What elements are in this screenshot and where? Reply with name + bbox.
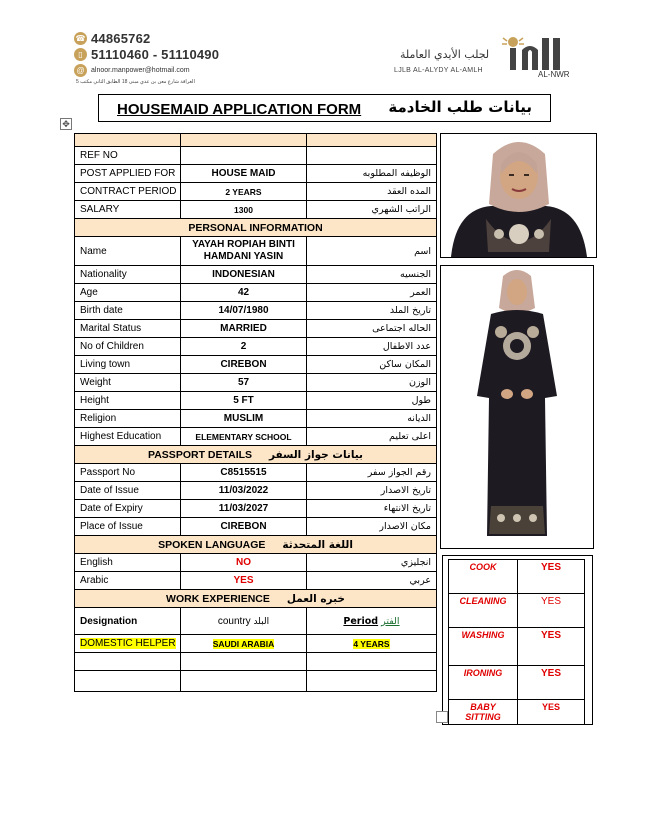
col-designation: Designation <box>75 608 181 635</box>
exp-period-text: 4 YEARS <box>353 638 390 649</box>
label-ar-religion: الديانه <box>307 410 437 428</box>
row-arabic <box>75 572 437 590</box>
label-contract-period: CONTRACT PERIOD <box>75 183 181 201</box>
value-salary: 1300 <box>181 201 307 219</box>
skill-name: COOK <box>449 560 518 594</box>
language-header <box>75 536 437 554</box>
value-place-issue: CIREBON <box>181 518 307 536</box>
label-ar-marital-status: الحاله اجتماعى <box>307 320 437 338</box>
label-height: Height <box>75 392 181 410</box>
label-salary: SALARY <box>75 201 181 219</box>
row-weight <box>75 374 437 392</box>
row-birth-date <box>75 302 437 320</box>
row-age <box>75 284 437 302</box>
label-marital-status: Marital Status <box>75 320 181 338</box>
row-post-applied <box>75 165 437 183</box>
skills-box <box>442 555 593 725</box>
mobile-icon: ▯ <box>74 48 87 61</box>
label-post-applied: POST APPLIED FOR <box>75 165 181 183</box>
exp-designation <box>75 635 181 653</box>
label-date-expiry: Date of Expiry <box>75 500 181 518</box>
row-living-town <box>75 356 437 374</box>
language-header-en: SPOKEN LANGUAGE <box>158 538 266 551</box>
section-personal <box>75 219 437 237</box>
label-name: Name <box>75 237 181 266</box>
row-nationality <box>75 266 437 284</box>
label-ref-no: REF NO <box>75 147 181 165</box>
value-height: 5 FT <box>181 392 307 410</box>
skill-value: YES <box>518 560 585 594</box>
row-education <box>75 428 437 446</box>
value-name: YAYAH ROPIAH BINTI HAMDANI YASIN <box>181 237 307 266</box>
row-marital-status <box>75 320 437 338</box>
skill-name: BABY SITTING <box>449 700 518 725</box>
experience-row <box>75 635 437 653</box>
label-age: Age <box>75 284 181 302</box>
email-row <box>74 62 244 78</box>
label-passport-no: Passport No <box>75 464 181 482</box>
label-ar-place-issue: مكان الاصدار <box>307 518 437 536</box>
passport-header-ar: بيانات جواز السفر <box>268 448 363 461</box>
col-country <box>181 608 307 635</box>
value-date-issue: 11/03/2022 <box>181 482 307 500</box>
value-religion: MUSLIM <box>181 410 307 428</box>
row-contract-period <box>75 183 437 201</box>
email-icon: @ <box>74 64 87 77</box>
exp-country-text: SAUDI ARABIA <box>212 638 275 649</box>
skill-value: YES <box>518 628 585 666</box>
section-experience <box>75 590 437 608</box>
label-weight: Weight <box>75 374 181 392</box>
label-ar-education: اعلى تعليم <box>307 428 437 446</box>
skill-value: YES <box>518 666 585 700</box>
logo-brand: AL-NWR <box>538 70 570 78</box>
experience-header <box>75 590 437 608</box>
exp-designation-text: DOMESTIC HELPER <box>80 638 176 649</box>
form-title-en: HOUSEMAID APPLICATION FORM <box>117 101 362 118</box>
skill-row <box>449 594 585 628</box>
value-age: 42 <box>181 284 307 302</box>
logo-english-text: LJLB AL-ALYDY AL-AMLH <box>394 67 483 74</box>
label-ar-contract-period: المده العقد <box>307 183 437 201</box>
portrait-image <box>441 134 596 257</box>
experience-header-en: WORK EXPERIENCE <box>166 592 270 605</box>
phone-row-1 <box>74 30 244 46</box>
full-body-photo <box>440 265 594 549</box>
row-place-issue <box>75 518 437 536</box>
skill-value: YES <box>518 594 585 628</box>
phone-icon: ☎ <box>75 33 86 43</box>
label-ar-ref-no <box>307 147 437 165</box>
col-period <box>307 608 437 635</box>
row-salary <box>75 201 437 219</box>
label-ar-date-issue: تاريخ الاصدار <box>307 482 437 500</box>
row-children <box>75 338 437 356</box>
label-ar-birth-date: تاريخ الملد <box>307 302 437 320</box>
label-ar-height: طول <box>307 392 437 410</box>
contact-block <box>74 30 244 85</box>
row-ref-no <box>75 147 437 165</box>
label-date-issue: Date of Issue <box>75 482 181 500</box>
label-children: No of Children <box>75 338 181 356</box>
skill-row <box>449 628 585 666</box>
row-name <box>75 237 437 266</box>
value-education: ELEMENTARY SCHOOL <box>181 428 307 446</box>
logo-arabic-text: لجلب الأيدي العاملة <box>400 48 490 61</box>
label-ar-salary: الراتب الشهري <box>307 201 437 219</box>
label-ar-arabic: عربي <box>307 572 437 590</box>
col-country-en: country <box>217 615 251 627</box>
personal-header: PERSONAL INFORMATION <box>75 219 437 237</box>
form-title-ar: بيانات طلب الخادمة <box>388 98 532 116</box>
row-english <box>75 554 437 572</box>
logo-mark-icon <box>500 32 570 78</box>
table-move-handle-icon[interactable]: ✥ <box>60 118 72 130</box>
label-arabic: Arabic <box>75 572 181 590</box>
label-ar-passport-no: رقم الجواز سفر <box>307 464 437 482</box>
skill-name: IRONING <box>449 666 518 700</box>
skill-value: YES <box>518 700 585 725</box>
phone-number-2: 51110460 - 51110490 <box>91 46 220 62</box>
col-period-ar: الفتر <box>381 615 400 627</box>
label-religion: Religion <box>75 410 181 428</box>
value-english: NO <box>181 554 307 572</box>
full-body-image <box>441 266 593 548</box>
row-experience-columns <box>75 608 437 635</box>
value-contract-period: 2 YEARS <box>181 183 307 201</box>
company-logo <box>390 32 580 82</box>
label-ar-english: انجليزي <box>307 554 437 572</box>
row-date-issue <box>75 482 437 500</box>
label-ar-children: عدد الاطفال <box>307 338 437 356</box>
value-date-expiry: 11/03/2027 <box>181 500 307 518</box>
label-living-town: Living town <box>75 356 181 374</box>
exp-period <box>307 635 437 653</box>
label-birth-date: Birth date <box>75 302 181 320</box>
phone-number-1: 44865762 <box>91 30 151 46</box>
table-header-row <box>75 134 437 147</box>
form-title-box <box>98 94 551 122</box>
portrait-photo <box>440 133 597 258</box>
value-arabic: YES <box>181 572 307 590</box>
row-date-expiry <box>75 500 437 518</box>
skill-name: WASHING <box>449 628 518 666</box>
label-ar-age: العمر <box>307 284 437 302</box>
value-living-town: CIREBON <box>181 356 307 374</box>
value-marital-status: MARRIED <box>181 320 307 338</box>
value-passport-no: C8515515 <box>181 464 307 482</box>
skill-name: CLEANING <box>449 594 518 628</box>
office-address: الغرافة شارع معن بن عدي مبنى 18 الطابق الثاني مكتب 5 <box>76 79 195 85</box>
value-children: 2 <box>181 338 307 356</box>
passport-header <box>75 446 437 464</box>
email-address: alnoor.manpower@hotmail.com <box>91 66 190 74</box>
col-country-ar: البلد <box>253 616 270 627</box>
label-place-issue: Place of Issue <box>75 518 181 536</box>
skills-table <box>448 559 585 725</box>
language-header-ar: اللغة المتحدثة <box>282 538 353 551</box>
label-nationality: Nationality <box>75 266 181 284</box>
empty-row-2 <box>75 671 437 692</box>
label-ar-weight: الوزن <box>307 374 437 392</box>
skill-row <box>449 560 585 594</box>
label-ar-nationality: الجنسيه <box>307 266 437 284</box>
label-ar-date-expiry: تاريخ الانتهاء <box>307 500 437 518</box>
label-ar-living-town: المكان ساكن <box>307 356 437 374</box>
section-passport <box>75 446 437 464</box>
exp-country <box>181 635 307 653</box>
label-ar-name: اسم <box>307 237 437 266</box>
image-anchor-handle[interactable] <box>436 711 448 723</box>
value-weight: 57 <box>181 374 307 392</box>
phone-row-2 <box>74 46 244 62</box>
col-period-en: Period <box>343 615 379 627</box>
skill-row <box>449 700 585 725</box>
value-post-applied: HOUSE MAID <box>181 165 307 183</box>
value-nationality: INDONESIAN <box>181 266 307 284</box>
row-height <box>75 392 437 410</box>
label-english: English <box>75 554 181 572</box>
row-passport-no <box>75 464 437 482</box>
skill-row <box>449 666 585 700</box>
value-birth-date: 14/07/1980 <box>181 302 307 320</box>
section-language <box>75 536 437 554</box>
application-table <box>74 133 437 692</box>
row-religion <box>75 410 437 428</box>
label-ar-post-applied: الوظيفه المطلوبه <box>307 165 437 183</box>
passport-header-en: PASSPORT DETAILS <box>148 448 253 461</box>
empty-row-1 <box>75 653 437 671</box>
label-education: Highest Education <box>75 428 181 446</box>
value-ref-no <box>181 147 307 165</box>
experience-header-ar: خبره العمل <box>286 592 345 605</box>
